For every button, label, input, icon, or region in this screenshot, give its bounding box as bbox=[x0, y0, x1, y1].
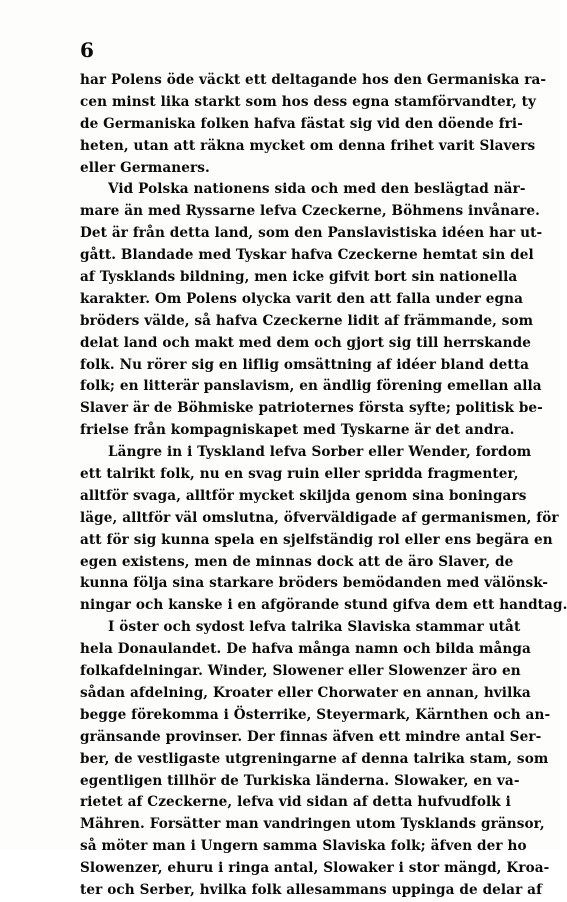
text-line: Mähren. Forsätter man vandringen utom Tysklands gränsor, bbox=[80, 816, 545, 833]
page-number: 6 bbox=[80, 38, 94, 62]
text-line: Det är från detta land, som den Panslavistiska idéen har ut- bbox=[80, 225, 543, 242]
text-line: att för sig kunna spela en sjelfständig rol eller ens begära en bbox=[80, 531, 553, 548]
text-line: folk; en litterär panslavism, en ändlig förening emellan alla bbox=[80, 378, 542, 395]
text-line: kunna följa sina starkare bröders bemödanden med välönsk- bbox=[80, 575, 549, 592]
text-line: folkafdelningar. Winder, Slowener eller Slowenzer äro en bbox=[80, 663, 521, 680]
text-line: egentligen tillhör de Turkiska länderna. Slowaker, en va- bbox=[80, 772, 520, 789]
text-line: af Tysklands bildning, men icke gifvit bort sin nationella bbox=[80, 269, 518, 286]
text-line: bröders välde, så hafva Czeckerne lidit af främmande, som bbox=[80, 312, 534, 329]
text-line: gått. Blandade med Tyskar hafva Czeckerne hemtat sin del bbox=[80, 247, 534, 264]
text-line: ningar och kanske i en afgörande stund gifva dem ett handtag. bbox=[80, 597, 567, 614]
text-line: frielse från kompagniskapet med Tyskarne är det andra. bbox=[80, 422, 515, 439]
text-line: eller Germaners. bbox=[80, 159, 210, 176]
text-line: heten, utan att räkna mycket om denna frihet varit Slavers bbox=[80, 137, 536, 154]
text-line: rietet af Czeckerne, lefva vid sidan af detta hufvudfolk i bbox=[80, 794, 511, 811]
text-line: delat land och makt med dem och gjort sig till herrskande bbox=[80, 334, 532, 351]
text-line: cen minst lika starkt som hos dess egna stamförvandter, ty bbox=[80, 93, 537, 110]
text-line: sådan afdelning, Kroater eller Chorwater en annan, hvilka bbox=[80, 684, 531, 701]
body-text bbox=[80, 70, 567, 902]
text-line: har Polens öde väckt ett deltagande hos den Germaniska ra- bbox=[80, 72, 547, 88]
text-line: karakter. Om Polens olycka varit den att falla under egna bbox=[80, 290, 524, 307]
text-line: hela Donaulandet. De hafva många namn och bilda många bbox=[80, 641, 531, 658]
text-line: ber, de vestligaste utgreningarne af denna talrika stam, som bbox=[80, 750, 549, 767]
text-line: Slaver är de Böhmiske patrioternes första syfte; politisk be- bbox=[80, 400, 543, 417]
text-line: alltför svaga, alltför mycket skiljda genom sina boningars bbox=[80, 487, 527, 504]
text-line: mare än med Ryssarne lefva Czeckerne, Böhmens invånare. bbox=[80, 203, 540, 220]
text-line: Slowenzer, ehuru i ringa antal, Slowaker i stor mängd, Kroa- bbox=[80, 860, 550, 877]
text-line: egen existens, men de minnas dock att de äro Slaver, de bbox=[80, 553, 514, 570]
text-line: så möter man i Ungern samma Slaviska folk; äfven der ho bbox=[80, 838, 527, 855]
text-line: ter och Serber, hvilka folk allesammans uppinga de delar af bbox=[80, 881, 543, 898]
text-line: folk. Nu rörer sig en liflig omsättning af idéer bland detta bbox=[80, 356, 530, 373]
text-line: ett talrikt folk, nu en svag ruin eller spridda fragmenter, bbox=[80, 466, 519, 483]
text-line: läge, alltför väl omslutna, öfverväldigade af germanismen, för bbox=[80, 509, 559, 526]
text-line: Vid Polska nationens sida och med den beslägtad när- bbox=[108, 181, 526, 198]
text-line: de Germaniska folken hafva fästat sig vid den döende fri- bbox=[80, 115, 523, 132]
text-line: begge förekomma i Österrike, Steyermark, Kärnthen och an- bbox=[80, 706, 551, 723]
text-line: Längre in i Tyskland lefva Sorber eller Wender, fordom bbox=[108, 444, 532, 461]
text-line: gränsande provinser. Der finnas äfven ett mindre antal Ser- bbox=[80, 728, 542, 745]
text-line: I öster och sydost lefva talrika Slaviska stammar utåt bbox=[108, 619, 521, 636]
